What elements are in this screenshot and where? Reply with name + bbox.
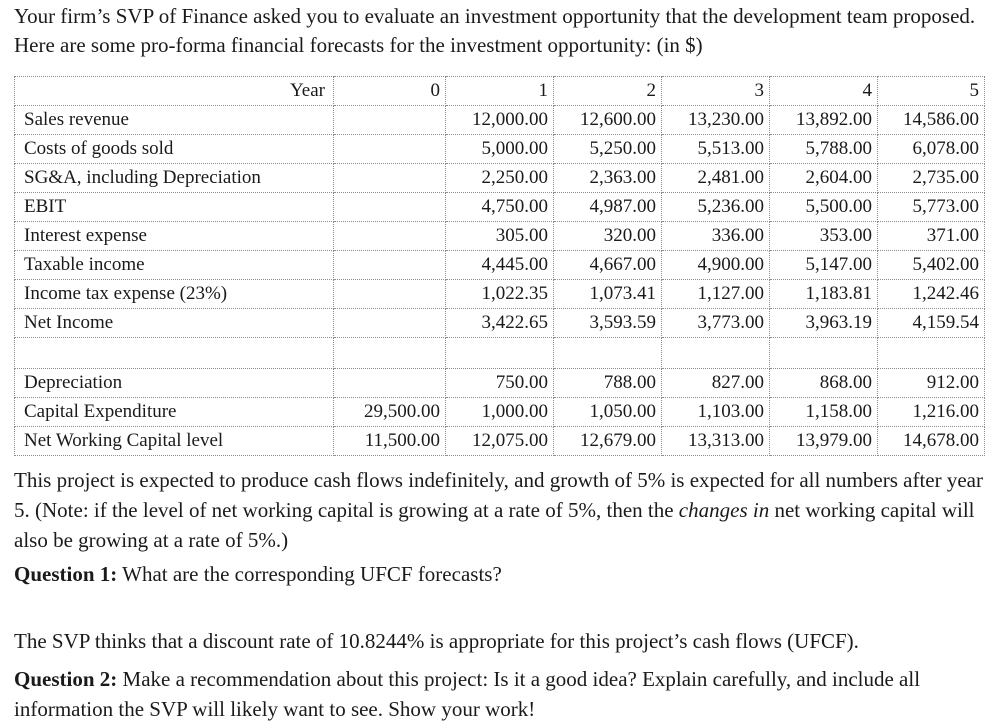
value-cell: 12,000.00 <box>446 106 554 135</box>
value-cell <box>334 222 446 251</box>
year-cell: 0 <box>334 77 446 106</box>
note-part2: net working capital will also be growing at a rate of 5%.) <box>14 498 975 552</box>
value-cell: 4,750.00 <box>446 193 554 222</box>
value-cell: 1,216.00 <box>878 398 985 427</box>
value-cell: 827.00 <box>662 369 770 398</box>
question-2-label: Question 2: <box>14 667 118 691</box>
table-row <box>15 309 985 338</box>
table-row <box>15 427 985 456</box>
spacer-row <box>15 338 985 369</box>
value-cell: 6,078.00 <box>878 135 985 164</box>
year-label: Year <box>15 77 334 106</box>
row-label: Costs of goods sold <box>15 135 334 164</box>
value-cell: 5,250.00 <box>554 135 662 164</box>
value-cell: 4,445.00 <box>446 251 554 280</box>
empty-cell <box>662 338 770 369</box>
value-cell: 353.00 <box>770 222 878 251</box>
table-row <box>15 369 985 398</box>
value-cell: 5,500.00 <box>770 193 878 222</box>
value-cell: 14,678.00 <box>878 427 985 456</box>
value-cell: 5,513.00 <box>662 135 770 164</box>
empty-cell <box>878 338 985 369</box>
value-cell: 3,422.65 <box>446 309 554 338</box>
intro-paragraph: Your firm’s SVP of Finance asked you to evaluate an investment opportunity that the development team proposed. Here are some pro-forma financial forecasts for the investment opportunity: (in $) <box>14 4 976 57</box>
value-cell: 3,963.19 <box>770 309 878 338</box>
value-cell: 12,075.00 <box>446 427 554 456</box>
value-cell: 5,773.00 <box>878 193 985 222</box>
value-cell <box>334 135 446 164</box>
question-2-text: Make a recommendation about this project: Is it a good idea? Explain carefully, and include all information the SVP will likely want to see. Show your work! <box>14 667 921 721</box>
year-header-row <box>15 77 985 106</box>
row-label: Sales revenue <box>15 106 334 135</box>
table-body <box>15 77 985 456</box>
value-cell: 1,242.46 <box>878 280 985 309</box>
value-cell: 305.00 <box>446 222 554 251</box>
value-cell: 11,500.00 <box>334 427 446 456</box>
note-part1: This project is expected to produce cash flows indefinitely, and growth of 5% is expected for all numbers after year 5. (Note: if the level of net working capital is growing at a rate of 5%, then the <box>14 468 983 522</box>
growth-note <box>14 465 984 555</box>
value-cell <box>334 251 446 280</box>
table-row <box>15 222 985 251</box>
value-cell: 320.00 <box>554 222 662 251</box>
table-row <box>15 106 985 135</box>
value-cell: 29,500.00 <box>334 398 446 427</box>
value-cell: 13,979.00 <box>770 427 878 456</box>
value-cell: 2,363.00 <box>554 164 662 193</box>
value-cell <box>334 369 446 398</box>
year-cell: 1 <box>446 77 554 106</box>
row-label: Capital Expenditure <box>15 398 334 427</box>
value-cell: 3,773.00 <box>662 309 770 338</box>
value-cell: 2,481.00 <box>662 164 770 193</box>
year-cell: 2 <box>554 77 662 106</box>
value-cell <box>334 193 446 222</box>
value-cell: 13,230.00 <box>662 106 770 135</box>
table-row <box>15 135 985 164</box>
row-label: Taxable income <box>15 251 334 280</box>
year-cell: 5 <box>878 77 985 106</box>
svp-discount-note: The SVP thinks that a discount rate of 10.8244% is appropriate for this project’s cash flows (UFCF). <box>14 629 859 653</box>
value-cell: 4,900.00 <box>662 251 770 280</box>
value-cell: 2,250.00 <box>446 164 554 193</box>
value-cell: 2,735.00 <box>878 164 985 193</box>
row-label: Income tax expense (23%) <box>15 280 334 309</box>
value-cell: 788.00 <box>554 369 662 398</box>
table-row <box>15 280 985 309</box>
value-cell: 912.00 <box>878 369 985 398</box>
empty-cell <box>446 338 554 369</box>
value-cell: 4,987.00 <box>554 193 662 222</box>
value-cell: 1,000.00 <box>446 398 554 427</box>
value-cell: 5,236.00 <box>662 193 770 222</box>
value-cell: 13,313.00 <box>662 427 770 456</box>
value-cell: 371.00 <box>878 222 985 251</box>
row-label: EBIT <box>15 193 334 222</box>
value-cell: 5,000.00 <box>446 135 554 164</box>
value-cell: 4,667.00 <box>554 251 662 280</box>
value-cell: 3,593.59 <box>554 309 662 338</box>
value-cell: 5,788.00 <box>770 135 878 164</box>
table-row <box>15 398 985 427</box>
value-cell: 750.00 <box>446 369 554 398</box>
table-row <box>15 193 985 222</box>
row-label: Net Working Capital level <box>15 427 334 456</box>
value-cell: 13,892.00 <box>770 106 878 135</box>
empty-cell <box>770 338 878 369</box>
value-cell <box>334 309 446 338</box>
question-1 <box>14 559 984 589</box>
value-cell: 1,127.00 <box>662 280 770 309</box>
value-cell: 5,147.00 <box>770 251 878 280</box>
value-cell: 4,159.54 <box>878 309 985 338</box>
note-italic: changes in <box>678 498 770 522</box>
financial-forecast-table <box>14 76 985 456</box>
row-label: SG&A, including Depreciation <box>15 164 334 193</box>
value-cell: 1,073.41 <box>554 280 662 309</box>
question-1-label: Question 1: <box>14 562 118 586</box>
table-row <box>15 251 985 280</box>
value-cell: 1,183.81 <box>770 280 878 309</box>
row-label: Net Income <box>15 309 334 338</box>
row-label: Interest expense <box>15 222 334 251</box>
question-1-text: What are the corresponding UFCF forecasts? <box>117 562 502 586</box>
row-label: Depreciation <box>15 369 334 398</box>
empty-cell <box>15 338 334 369</box>
value-cell: 868.00 <box>770 369 878 398</box>
value-cell: 5,402.00 <box>878 251 985 280</box>
empty-cell <box>554 338 662 369</box>
value-cell: 14,586.00 <box>878 106 985 135</box>
value-cell <box>334 164 446 193</box>
table-row <box>15 164 985 193</box>
value-cell <box>334 106 446 135</box>
value-cell: 12,679.00 <box>554 427 662 456</box>
value-cell: 1,158.00 <box>770 398 878 427</box>
value-cell: 336.00 <box>662 222 770 251</box>
question-2 <box>14 664 984 724</box>
value-cell: 1,022.35 <box>446 280 554 309</box>
value-cell: 1,103.00 <box>662 398 770 427</box>
value-cell: 12,600.00 <box>554 106 662 135</box>
year-cell: 4 <box>770 77 878 106</box>
empty-cell <box>334 338 446 369</box>
value-cell <box>334 280 446 309</box>
value-cell: 1,050.00 <box>554 398 662 427</box>
value-cell: 2,604.00 <box>770 164 878 193</box>
year-cell: 3 <box>662 77 770 106</box>
